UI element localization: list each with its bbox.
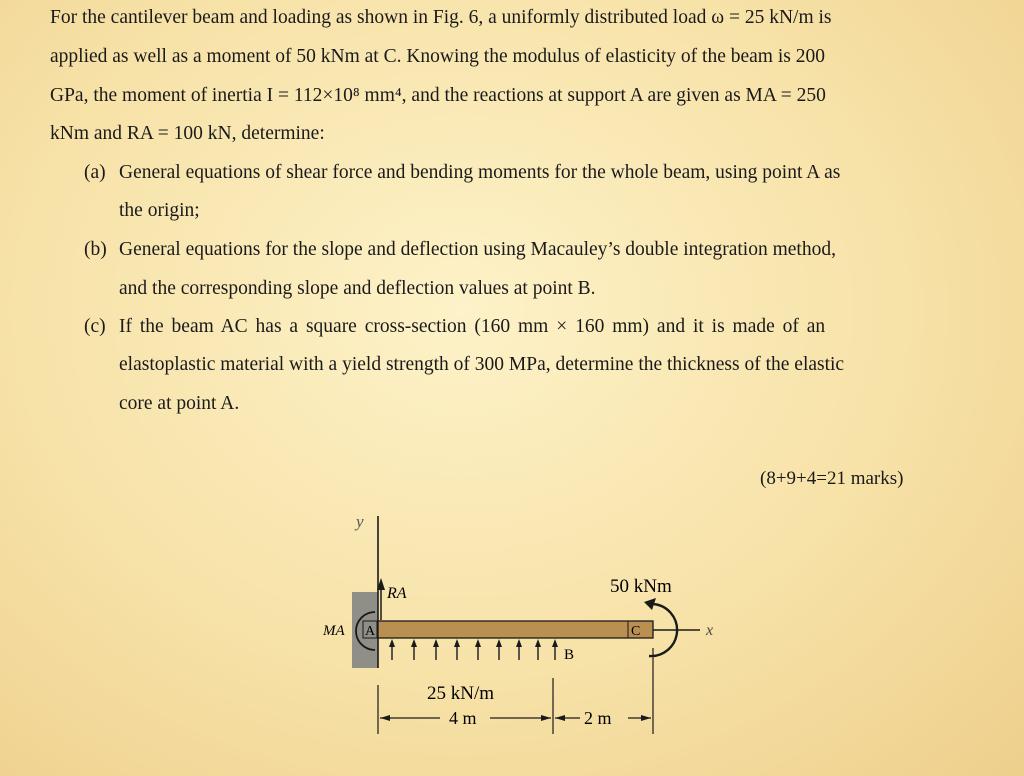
point-a-label: A <box>365 624 376 639</box>
part-a-line-1: General equations of shear force and bending moments for the whole beam, using point A as <box>119 162 841 183</box>
y-axis-label: y <box>356 512 364 531</box>
part-b-line-1: General equations for the slope and deflection using Macauley’s double integration method, <box>119 239 836 260</box>
part-b-label: (b) <box>84 239 107 260</box>
load-arrowhead <box>535 639 541 647</box>
dim-arrowhead-b-left <box>541 715 551 721</box>
dim-arrowhead-a <box>380 715 390 721</box>
moment-reaction-label: MA <box>323 623 345 639</box>
intro-line-4: kNm and RA = 100 kN, determine: <box>50 123 325 144</box>
load-arrowhead <box>411 639 417 647</box>
load-arrowhead <box>454 639 460 647</box>
part-c-label: (c) <box>84 316 106 337</box>
part-c-line-2: elastoplastic material with a yield strength of 300 MPa, determine the thickness of the elastic <box>119 354 845 375</box>
load-intensity-label: 25 kN/m <box>427 683 495 704</box>
x-axis-label: x <box>706 622 714 639</box>
distributed-load-arrows <box>389 639 558 660</box>
dim-arrowhead-b-right <box>555 715 565 721</box>
reaction-force-label: RA <box>387 585 407 602</box>
dim-bc-label: 2 m <box>584 708 612 728</box>
intro-line-2: applied as well as a moment of 50 kNm at C. Knowing the modulus of elasticity of the beam is 200 <box>50 46 825 67</box>
point-b-label: B <box>564 647 575 663</box>
part-c-line-1: If the beam AC has a square cross-section (160 mm × 160 mm) and it is made of an <box>119 316 826 337</box>
point-c-label: C <box>631 624 641 639</box>
load-arrowhead <box>552 639 558 647</box>
beam <box>378 621 653 638</box>
load-arrowhead <box>475 639 481 647</box>
intro-line-3: GPa, the moment of inertia I = 112×10⁸ mm⁴, and the reactions at support A are given as MA = 250 <box>50 85 826 106</box>
dim-arrowhead-c <box>641 715 651 721</box>
part-b-line-2: and the corresponding slope and deflection values at point B. <box>119 278 596 299</box>
applied-moment-label: 50 kNm <box>610 576 672 597</box>
part-a-line-2: the origin; <box>119 200 200 221</box>
marks-allocation: (8+9+4=21 marks) <box>760 468 904 489</box>
load-arrowhead <box>516 639 522 647</box>
load-arrowhead <box>433 639 439 647</box>
intro-line-1: For the cantilever beam and loading as shown in Fig. 6, a uniformly distributed load ω = 25 kN/m is <box>50 7 832 28</box>
part-a-label: (a) <box>84 162 106 183</box>
part-c-line-3: core at point A. <box>119 393 240 414</box>
dim-ab-label: 4 m <box>449 708 477 728</box>
load-arrowhead <box>496 639 502 647</box>
load-arrowhead <box>389 639 395 647</box>
